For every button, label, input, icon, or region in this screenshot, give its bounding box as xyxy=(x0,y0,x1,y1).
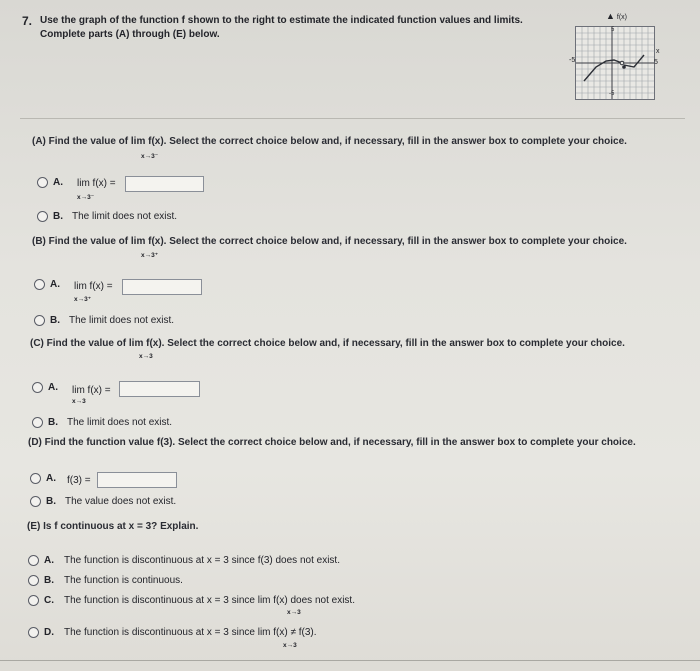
partE-option-d-text: The function is discontinuous at x = 3 since lim f(x) ≠ f(3). xyxy=(64,627,317,638)
graph-tick-left: -5 xyxy=(569,57,576,64)
partA-prompt-sub: x→3⁻ xyxy=(141,153,159,160)
partB-prompt-sub: x→3⁺ xyxy=(141,252,159,259)
graph-open-point xyxy=(620,61,624,65)
question-intro-line2: Complete parts (A) through (E) below. xyxy=(40,29,220,40)
partE-prompt: (E) Is f continuous at x = 3? Explain. xyxy=(27,521,199,532)
partD-option-a-letter: A. xyxy=(46,473,56,484)
partB-option-a-letter: A. xyxy=(50,279,60,290)
footer-divider xyxy=(0,660,700,661)
partA-option-b-radio[interactable] xyxy=(37,211,48,222)
graph-x-label: x xyxy=(656,48,660,55)
graph-canvas xyxy=(576,27,654,99)
partC-option-a-letter: A. xyxy=(48,382,58,393)
partB-option-a-sub: x→3⁺ xyxy=(74,296,92,303)
graph-tick-top: 5 xyxy=(611,27,615,33)
partE-option-a-letter: A. xyxy=(44,555,54,566)
partC-option-a-radio[interactable] xyxy=(32,382,43,393)
partA-option-a-radio[interactable] xyxy=(37,177,48,188)
partE-option-c-radio[interactable] xyxy=(28,595,39,606)
graph-tick-right: 5 xyxy=(654,59,658,66)
partE-option-d-letter: D. xyxy=(44,627,54,638)
partC-option-a-expr: lim f(x) = xyxy=(72,385,111,396)
partD-option-b-text: The value does not exist. xyxy=(65,496,177,507)
partA-option-a-sub: x→3⁻ xyxy=(77,194,95,201)
partE-option-c-letter: C. xyxy=(44,595,54,606)
partC-option-b-text: The limit does not exist. xyxy=(67,417,173,428)
graph-closed-point xyxy=(622,65,626,69)
partB-option-b-radio[interactable] xyxy=(34,315,45,326)
partE-option-b-letter: B. xyxy=(44,575,54,586)
partE-option-d-radio[interactable] xyxy=(28,627,39,638)
partE-option-b-radio[interactable] xyxy=(28,575,39,586)
header-divider xyxy=(20,118,685,119)
partE-option-b-text: The function is continuous. xyxy=(64,575,183,586)
partB-option-b-letter: B. xyxy=(50,315,60,326)
partC-prompt: (C) Find the value of lim f(x). Select the correct choice below and, if necessary, fill in the answer box to complete your choice. xyxy=(30,338,625,349)
partC-option-b-radio[interactable] xyxy=(32,417,43,428)
partB-option-a-radio[interactable] xyxy=(34,279,45,290)
partA-prompt: (A) Find the value of lim f(x). Select the correct choice below and, if necessary, fill in the answer box to complete your choice. xyxy=(32,136,627,147)
partA-option-a-letter: A. xyxy=(53,177,63,188)
partA-answer-box[interactable] xyxy=(125,176,204,192)
graph-y-label: ▲ f(x) xyxy=(606,11,627,21)
partC-prompt-sub: x→3 xyxy=(139,353,153,360)
partA-option-b-letter: B. xyxy=(53,211,63,222)
partD-option-b-letter: B. xyxy=(46,496,56,507)
partE-option-d-sub: x→3 xyxy=(283,642,297,649)
partE-option-a-radio[interactable] xyxy=(28,555,39,566)
partC-answer-box[interactable] xyxy=(119,381,200,397)
partA-option-a-expr: lim f(x) = xyxy=(77,178,116,189)
partE-option-c-sub: x→3 xyxy=(287,609,301,616)
partD-answer-box[interactable] xyxy=(97,472,177,488)
partE-option-c-text: The function is discontinuous at x = 3 since lim f(x) does not exist. xyxy=(64,595,355,606)
partD-prompt: (D) Find the function value f(3). Select the correct choice below and, if necessary, fill in the answer box to complete your choice. xyxy=(28,437,636,448)
partB-prompt: (B) Find the value of lim f(x). Select the correct choice below and, if necessary, fill in the answer box to complete your choice. xyxy=(32,236,627,247)
question-intro-line1: Use the graph of the function f shown to the right to estimate the indicated function values and limits. xyxy=(40,15,523,26)
partC-option-a-sub: x→3 xyxy=(72,398,86,405)
partA-option-b-text: The limit does not exist. xyxy=(72,211,178,222)
partD-option-a-radio[interactable] xyxy=(30,473,41,484)
partB-option-a-expr: lim f(x) = xyxy=(74,281,113,292)
partD-option-a-expr: f(3) = xyxy=(67,475,91,486)
partB-option-b-text: The limit does not exist. xyxy=(69,315,175,326)
partD-option-b-radio[interactable] xyxy=(30,496,41,507)
graph-tick-bottom: -5 xyxy=(609,91,615,97)
partB-answer-box[interactable] xyxy=(122,279,202,295)
partC-option-b-letter: B. xyxy=(48,417,58,428)
question-number: 7. xyxy=(22,14,33,28)
partE-option-a-text: The function is discontinuous at x = 3 since f(3) does not exist. xyxy=(64,555,340,566)
function-graph[interactable] xyxy=(575,26,655,100)
